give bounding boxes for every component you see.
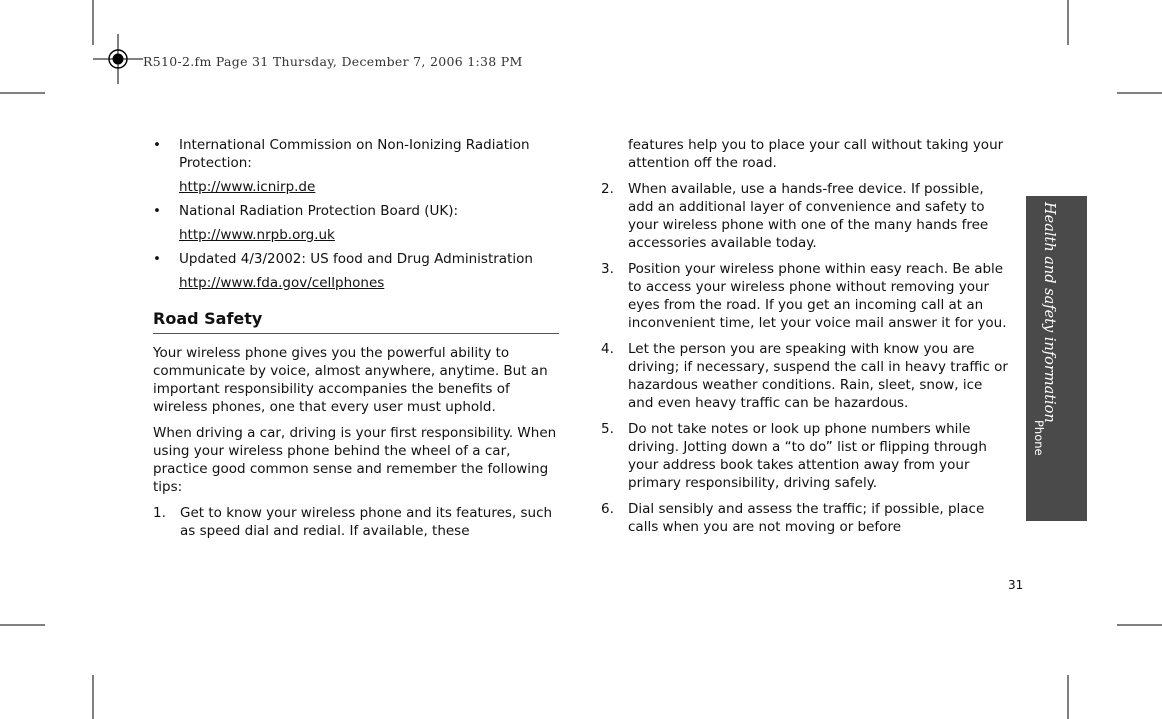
link-nrpb[interactable]: http://www.nrpb.org.uk — [179, 227, 335, 243]
print-header-stamp: R510-2.fm Page 31 Thursday, December 7, 2006 1:38 PM — [143, 54, 523, 69]
numbered-item: 4. Let the person you are speaking with know you are driving; if necessary, suspend the call in heavy traffic or hazardous weather conditions. Rain, sleet, snow, ice and even heavy traffic can be hazardous. — [601, 341, 1008, 411]
page-number: 31 — [1008, 578, 1024, 592]
numbered-item: 3. Position your wireless phone within easy reach. Be able to access your wireless phone without removing your eyes from the road. If you get an incoming call at an inconvenient time, let your voice mail answer it for you. — [601, 261, 1007, 331]
numbered-item: 1. Get to know your wireless phone and its features, such as speed dial and redial. If available, these — [153, 505, 553, 539]
link-fda[interactable]: http://www.fda.gov/cellphones — [179, 275, 385, 291]
right-column — [601, 136, 1009, 544]
numbered-item: 2. When available, use a hands-free device. If possible, add an additional layer of convenience and safety to your wireless phone with one of the many hands free accessories available today. — [601, 181, 989, 251]
section-heading: Road Safety — [153, 310, 559, 334]
side-tab-subtitle: Phone — [1032, 420, 1046, 456]
bullet-item: • International Commission on Non-Ionizing Radiation Protection: — [153, 137, 530, 171]
left-column — [153, 136, 561, 548]
paragraph: When driving a car, driving is your first responsibility. When using your wireless phone behind the wheel of a car, practice good common sense and remember the following tips: — [153, 425, 557, 495]
side-tab-title: Health and safety information — [1041, 202, 1057, 423]
bullet-item: • National Radiation Protection Board (UK): — [153, 203, 459, 219]
numbered-item: 6. Dial sensibly and assess the traffic; if possible, place calls when you are not moving or before — [601, 501, 985, 535]
item-continuation: features help you to place your call without taking your attention off the road. — [628, 137, 1004, 171]
numbered-item: 5. Do not take notes or look up phone numbers while driving. Jotting down a “to do” list or flipping through your address book takes attention away from your primary responsibility, driving safely. — [601, 421, 987, 491]
link-icnirp[interactable]: http://www.icnirp.de — [179, 179, 316, 195]
bullet-item: • Updated 4/3/2002: US food and Drug Administration — [153, 251, 533, 267]
paragraph: Your wireless phone gives you the powerful ability to communicate by voice, almost anywhere, anytime. But an important responsibility accompanies the benefits of wireless phones, one that every user must uphold. — [153, 345, 548, 415]
